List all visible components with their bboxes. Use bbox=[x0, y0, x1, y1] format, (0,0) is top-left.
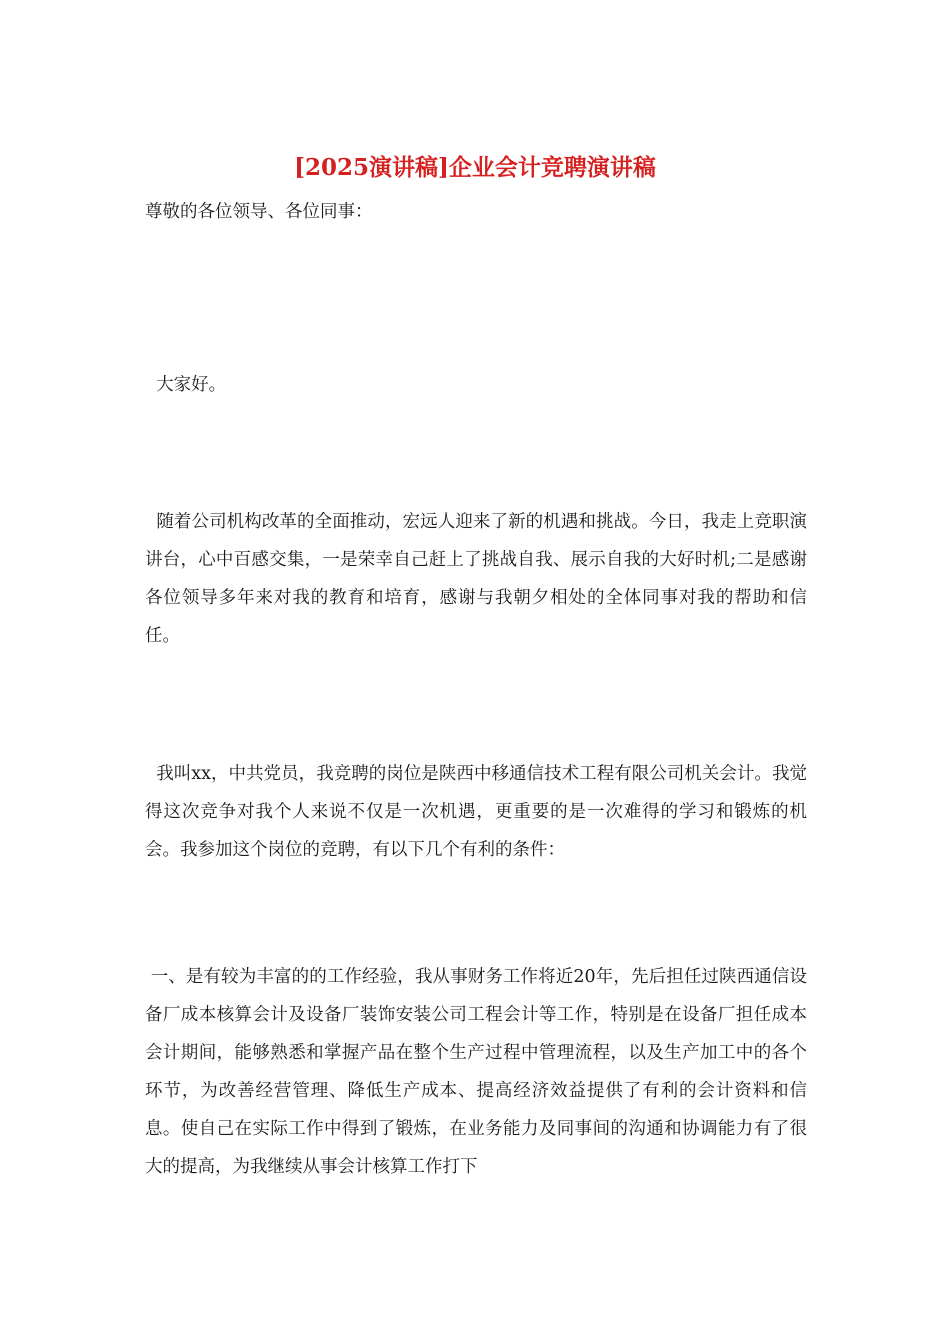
document-title: [2025演讲稿]企业会计竞聘演讲稿 bbox=[294, 154, 656, 181]
body-paragraph-1: 随着公司机构改革的全面推动，宏远人迎来了新的机遇和挑战。今日，我走上竞职演讲台，心中百感交集，一是荣幸自己赶上了挑战自我、展示自我的大好时机;二是感谢各位领导多年来对我的教育和培育，感谢与我朝夕相处的全体同事对我的帮助和信任。 bbox=[145, 512, 807, 646]
greeting-paragraph: 尊敬的各位领导、各位同事： bbox=[145, 202, 373, 222]
body-paragraph-3: 一、是有较为丰富的的工作经验，我从事财务工作将近20年，先后担任过陕西通信设备厂成本核算会计及设备厂装饰安装公司工程会计等工作，特别是在设备厂担任成本会计期间，能够熟悉和掌握产品在整个生产过程中管理流程，以及生产加工中的各个环节，为改善经营管理、降低生产成本、提高经济效益提供了有利的会计资料和信息。使自己在实际工作中得到了锻炼，在业务能力及同事间的沟通和协调能力有了很大的提高，为我继续从事会计核算工作打下 bbox=[145, 967, 807, 1177]
hello-paragraph: 大家好。 bbox=[145, 375, 227, 395]
body-paragraph-2: 我叫xx，中共党员，我竞聘的岗位是陕西中移通信技术工程有限公司机关会计。我觉得这次竞争对我个人来说不仅是一次机遇，更重要的是一次难得的学习和锻炼的机会。我参加这个岗位的竞聘，有以下几个有利的条件： bbox=[145, 764, 807, 860]
